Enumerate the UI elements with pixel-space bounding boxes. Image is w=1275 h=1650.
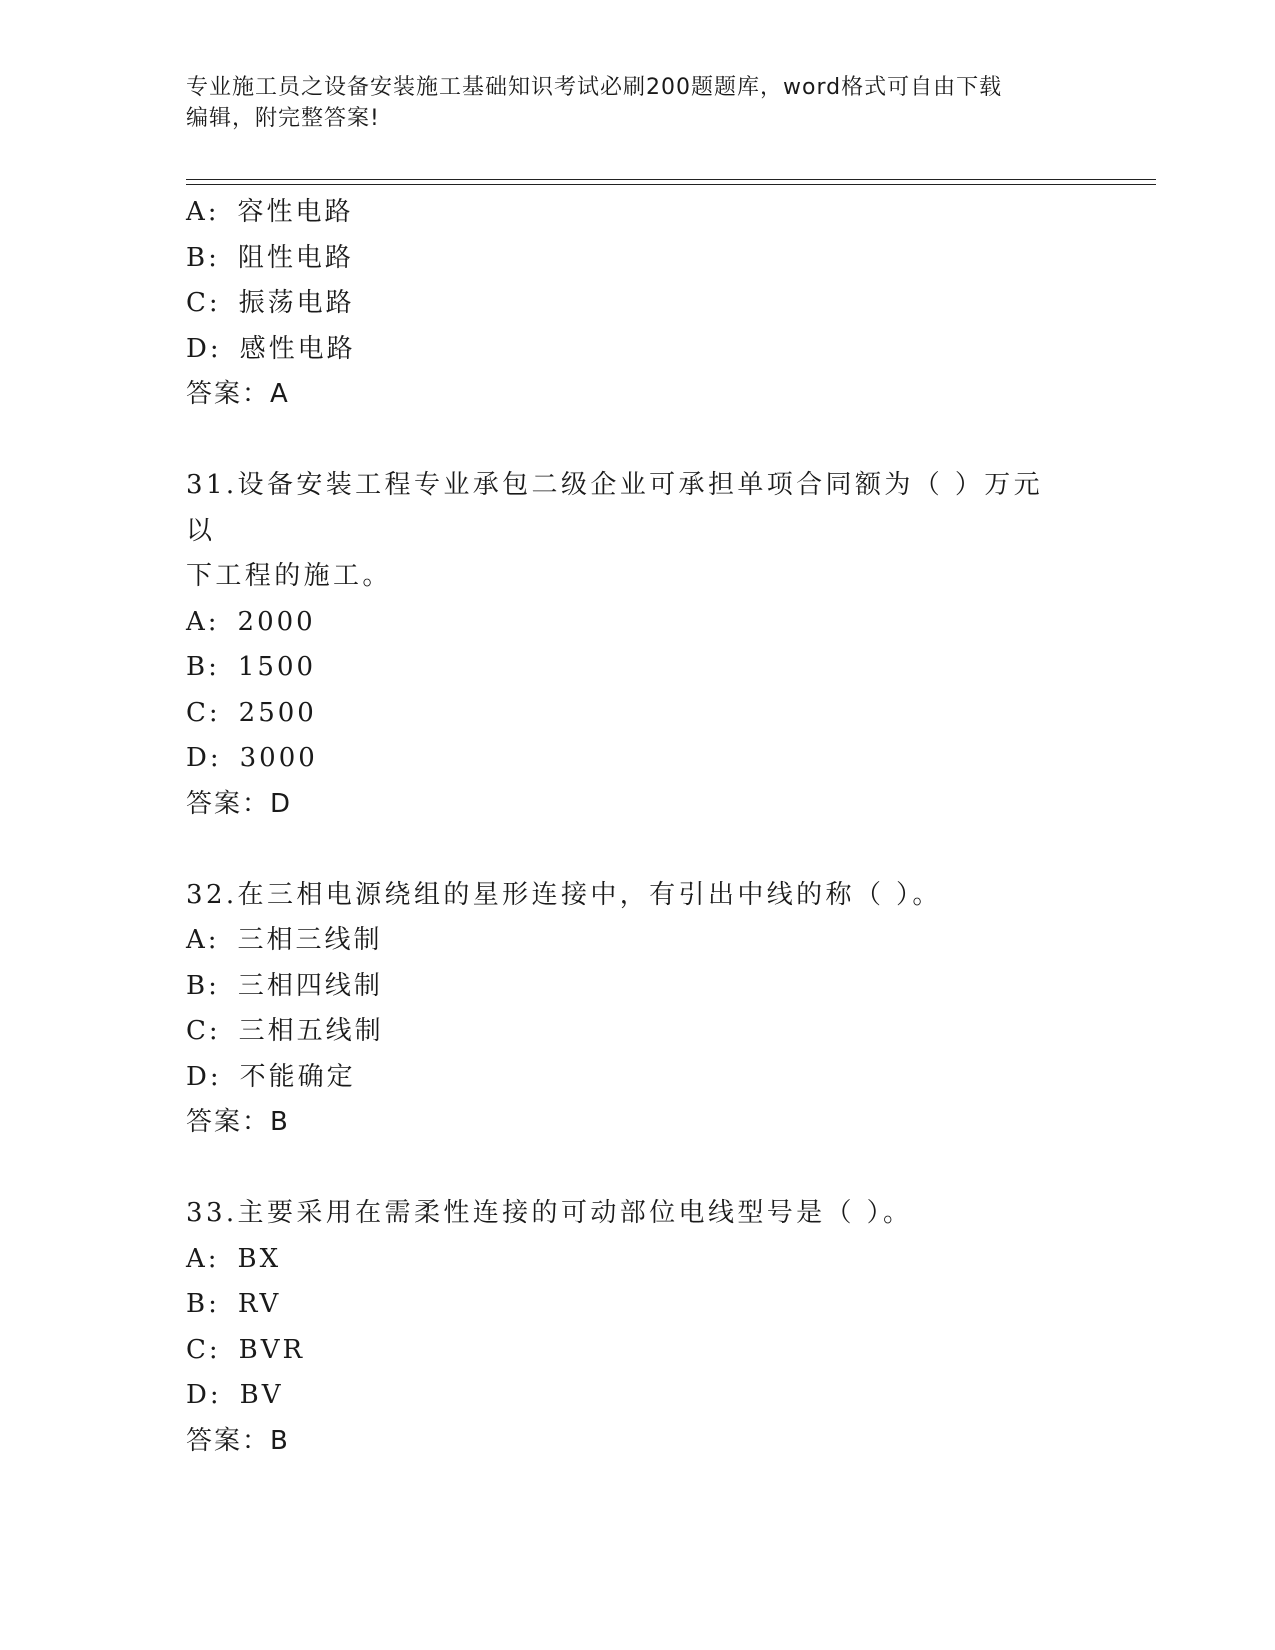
option-key: B: <box>186 242 220 273</box>
header-divider-top <box>186 179 1156 180</box>
question-block-prev <box>186 190 1086 418</box>
question-block-32 <box>186 873 1086 1146</box>
option-text: 容性电路 <box>237 197 354 227</box>
answer-line: 答案：B <box>186 1425 290 1456</box>
option-key: A: <box>186 197 220 227</box>
question-list <box>186 190 1086 1464</box>
option-key: C: <box>186 288 221 318</box>
question-block-33 <box>186 1191 1086 1464</box>
header-divider-bottom <box>186 184 1156 185</box>
option-text: 振荡电路 <box>238 288 355 318</box>
option-key: C: <box>186 1334 221 1365</box>
option-text: BX <box>237 1243 282 1274</box>
option-c <box>186 1009 1086 1055</box>
option-b <box>186 1282 1086 1328</box>
option-key: B: <box>186 970 220 1001</box>
answer-line: 答案：D <box>186 788 293 819</box>
option-b <box>186 236 1086 282</box>
option-text: BV <box>239 1380 284 1410</box>
option-key: A: <box>186 606 220 637</box>
option-text: 三相五线制 <box>238 1016 384 1046</box>
option-c <box>186 281 1086 327</box>
option-key: A: <box>186 925 220 955</box>
question-stem <box>186 1191 1066 1237</box>
option-d <box>186 1373 1086 1419</box>
option-key: A: <box>186 1243 220 1274</box>
option-key: D: <box>186 743 222 773</box>
option-d <box>186 327 1086 373</box>
answer-line: 答案：A <box>186 379 290 409</box>
option-d <box>186 736 1086 782</box>
option-text: 阻性电路 <box>237 242 354 273</box>
option-a <box>186 1237 1086 1283</box>
question-stem <box>186 463 1066 600</box>
option-text: 三相四线制 <box>237 970 383 1001</box>
option-c <box>186 691 1086 737</box>
question-stem-line-2: 下工程的施工。 <box>186 561 392 591</box>
option-a <box>186 600 1086 646</box>
option-text: RV <box>237 1289 282 1319</box>
option-text: 3000 <box>239 743 318 773</box>
option-a <box>186 918 1086 964</box>
option-text: 2000 <box>237 606 316 637</box>
option-text: BVR <box>238 1334 306 1365</box>
question-block-31 <box>186 463 1086 827</box>
option-a <box>186 190 1086 236</box>
header-line-2: 编辑，附完整答案! <box>186 106 380 131</box>
option-b <box>186 964 1086 1010</box>
option-text: 不能确定 <box>239 1061 356 1092</box>
option-d <box>186 1055 1086 1101</box>
option-c <box>186 1328 1086 1374</box>
header-line-1: 专业施工员之设备安装施工基础知识考试必刷200题题库，word格式可自由下载 <box>186 75 1003 100</box>
question-stem-line-1: 33.主要采用在需柔性连接的可动部位电线型号是（ ）。 <box>186 1198 913 1228</box>
question-stem <box>186 873 1066 919</box>
answer-line: 答案：B <box>186 1107 290 1137</box>
question-stem-line-1: 32.在三相电源绕组的星形连接中，有引出中线的称（ ）。 <box>186 879 942 910</box>
option-text: 1500 <box>237 652 317 682</box>
option-key: C: <box>186 1016 221 1046</box>
option-key: B: <box>186 652 220 682</box>
option-b <box>186 645 1086 691</box>
option-text: 感性电路 <box>239 333 356 364</box>
option-key: C: <box>186 697 221 728</box>
option-text: 2500 <box>238 697 317 728</box>
document-header <box>186 72 1086 134</box>
option-text: 三相三线制 <box>237 925 383 955</box>
option-key: D: <box>186 1380 222 1410</box>
question-stem-line-1: 31.设备安装工程专业承包二级企业可承担单项合同额为（ ）万元以 <box>186 470 1044 546</box>
option-key: D: <box>186 333 222 364</box>
option-key: D: <box>186 1061 222 1092</box>
option-key: B: <box>186 1289 220 1319</box>
